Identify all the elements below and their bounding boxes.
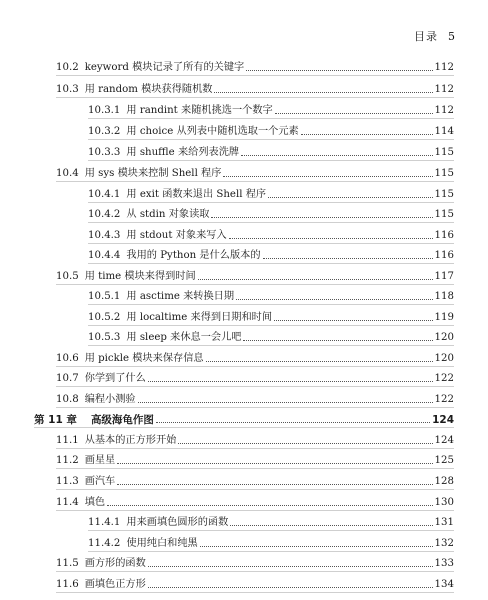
dot-leader xyxy=(263,258,433,259)
toc-entry-label xyxy=(88,517,230,529)
toc-entry-number: 10.5.3 xyxy=(88,332,121,343)
toc-entry-title: 用 randint 来随机挑选一个数字 xyxy=(126,105,273,116)
toc-entry-title: 画填色正方形 xyxy=(84,579,146,590)
toc-entry-title: 用 sys 模块来控制 Shell 程序 xyxy=(84,168,222,179)
row-divider xyxy=(88,118,454,119)
toc-entry-label xyxy=(56,168,223,180)
toc-entry-page: 115 xyxy=(434,189,454,200)
toc-entry-number: 11.2 xyxy=(56,455,79,466)
toc-entry[interactable] xyxy=(56,162,454,180)
toc-entry[interactable] xyxy=(56,491,454,509)
toc-entry-number: 第 11 章 xyxy=(34,414,77,426)
toc-entry-label xyxy=(88,312,274,324)
toc-entry-title: 我用的 Python 是什么版本的 xyxy=(126,250,261,261)
toc-entry-page: 134 xyxy=(434,579,454,590)
toc-entry[interactable] xyxy=(56,552,454,570)
toc-entry-label xyxy=(88,147,241,159)
toc-entry-page: 115 xyxy=(434,147,454,158)
toc-entry[interactable] xyxy=(88,244,454,262)
dot-leader xyxy=(229,238,433,239)
toc-entry-number: 10.5.1 xyxy=(88,291,121,302)
toc-entry-label xyxy=(56,394,138,406)
row-divider xyxy=(56,97,454,98)
row-divider xyxy=(56,75,454,76)
toc-entry[interactable] xyxy=(88,511,454,529)
toc-entry-label xyxy=(56,455,117,467)
dot-leader xyxy=(301,134,433,135)
row-divider xyxy=(88,530,454,531)
toc-entry-number: 10.3.2 xyxy=(88,126,121,137)
toc-entry[interactable] xyxy=(56,265,454,283)
toc-entry-page: 112 xyxy=(434,62,454,73)
row-divider xyxy=(88,160,454,161)
dot-leader xyxy=(138,402,433,403)
dot-leader xyxy=(236,299,432,300)
toc-entry-number: 10.2 xyxy=(56,62,79,73)
toc-entry-page: 124 xyxy=(434,435,454,446)
dot-leader xyxy=(211,217,432,218)
toc-entry-title: 画星星 xyxy=(84,455,116,466)
toc-entry-title: 用 time 模块来得到时间 xyxy=(84,271,196,282)
toc-entry-label xyxy=(88,105,275,117)
toc-entry-page: 130 xyxy=(434,497,454,508)
toc-entry-page: 120 xyxy=(434,332,454,343)
toc-entry-number: 11.4 xyxy=(56,497,79,508)
toc-entry[interactable] xyxy=(56,573,454,591)
toc-entry-label xyxy=(56,476,117,488)
toc-entry-label xyxy=(88,538,200,550)
toc-entry-number: 11.4.2 xyxy=(88,538,121,549)
toc-entry-title: 用 asctime 来转换日期 xyxy=(126,291,235,302)
toc-entry-number: 10.5.2 xyxy=(88,312,121,323)
toc-entry-label xyxy=(56,435,178,447)
toc-entry-title: 从 stdin 对象读取 xyxy=(126,209,210,220)
toc-entry-page: 124 xyxy=(432,414,454,426)
dot-leader xyxy=(230,525,432,526)
dot-leader xyxy=(148,566,433,567)
row-divider xyxy=(88,222,454,223)
toc-entry-title: 使用纯白和纯黑 xyxy=(126,538,198,549)
toc-entry-title: 编程小测验 xyxy=(84,394,136,405)
toc-entry-title: 用 exit 函数来退出 Shell 程序 xyxy=(126,189,267,200)
toc-entry-page: 115 xyxy=(434,168,454,179)
toc-chapter-entry[interactable] xyxy=(34,408,454,426)
toc-entry-title: 用 random 模块获得随机数 xyxy=(84,84,213,95)
toc-entry[interactable] xyxy=(88,203,454,221)
dot-leader xyxy=(148,381,433,382)
dot-leader xyxy=(206,361,433,362)
toc-entry-page: 132 xyxy=(434,538,454,549)
toc-entry-title: 用 choice 从列表中随机选取一个元素 xyxy=(126,126,299,137)
toc-entry-number: 10.4.3 xyxy=(88,230,121,241)
toc-entry-page: 122 xyxy=(434,373,454,384)
toc-entry-number: 10.4.4 xyxy=(88,250,121,261)
dot-leader xyxy=(148,587,433,588)
row-divider xyxy=(56,468,454,469)
dot-leader xyxy=(214,92,432,93)
toc-entry-number: 10.7 xyxy=(56,373,79,384)
toc-entry-page: 120 xyxy=(434,353,454,364)
toc-entry-page: 133 xyxy=(434,558,454,569)
toc-entry-title: 从基本的正方形开始 xyxy=(84,435,177,446)
toc-entry-label xyxy=(56,62,246,74)
row-divider xyxy=(56,592,454,593)
toc-entry-label xyxy=(88,250,263,262)
toc-entry-label xyxy=(88,126,301,138)
toc-entry-number: 10.3.1 xyxy=(88,105,121,116)
toc-entry-number: 10.3.3 xyxy=(88,147,121,158)
toc-entry-page: 119 xyxy=(434,312,454,323)
dot-leader xyxy=(243,340,432,341)
dot-leader xyxy=(275,113,433,114)
toc-entry[interactable] xyxy=(56,347,454,365)
toc-entry-label xyxy=(34,414,156,426)
header-page-number: 5 xyxy=(448,30,456,43)
toc-entry-page: 131 xyxy=(434,517,454,528)
row-divider xyxy=(34,427,454,428)
row-divider xyxy=(56,181,454,182)
toc-entry[interactable] xyxy=(88,224,454,242)
toc-entry[interactable] xyxy=(88,532,454,550)
dot-leader xyxy=(241,155,432,156)
toc-entry-number: 10.6 xyxy=(56,353,79,364)
row-divider xyxy=(56,386,454,387)
toc-entry-title: 你学到了什么 xyxy=(84,373,146,384)
toc-entry[interactable] xyxy=(56,367,454,385)
dot-leader xyxy=(246,70,432,71)
toc-entry-label xyxy=(88,291,236,303)
dot-leader xyxy=(200,546,433,547)
toc-entry-title: 高级海龟作图 xyxy=(90,414,154,426)
dot-leader xyxy=(117,484,432,485)
toc-entry-title: keyword 模块记录了所有的关键字 xyxy=(84,62,245,73)
toc-entry-number: 10.4.2 xyxy=(88,209,121,220)
dot-leader xyxy=(198,279,433,280)
toc-entry-number: 10.5 xyxy=(56,271,79,282)
toc-entry[interactable] xyxy=(88,99,454,117)
toc-entry-title: 用 pickle 模块来保存信息 xyxy=(84,353,204,364)
toc-entry-number: 11.5 xyxy=(56,558,79,569)
dot-leader xyxy=(107,505,432,506)
toc-entry-label xyxy=(56,373,148,385)
toc-entry[interactable] xyxy=(56,449,454,467)
dot-leader xyxy=(274,320,433,321)
toc-entry-label xyxy=(56,558,148,570)
toc-entry-number: 11.4.1 xyxy=(88,517,121,528)
row-divider xyxy=(88,304,454,305)
toc-entry-title: 用来画填色圆形的函数 xyxy=(126,517,229,528)
toc-entry[interactable] xyxy=(88,120,454,138)
toc-entry[interactable] xyxy=(56,56,454,74)
row-divider xyxy=(56,489,454,490)
toc-entry-label xyxy=(88,209,211,221)
toc-entry-page: 128 xyxy=(434,476,454,487)
toc-entry-page: 122 xyxy=(434,394,454,405)
toc-entry-number: 11.1 xyxy=(56,435,79,446)
toc-entry[interactable] xyxy=(88,141,454,159)
toc-entry[interactable] xyxy=(88,306,454,324)
toc-entry-label xyxy=(56,497,107,509)
row-divider xyxy=(88,139,454,140)
toc-entry-page: 117 xyxy=(434,271,454,282)
toc-entry[interactable] xyxy=(56,429,454,447)
toc-entry-title: 用 sleep 来休息一会儿吧 xyxy=(126,332,242,343)
toc-entry-page: 114 xyxy=(434,126,454,137)
toc-entry-label xyxy=(56,353,206,365)
toc-entry-page: 112 xyxy=(434,84,454,95)
row-divider xyxy=(56,571,454,572)
toc-entry[interactable] xyxy=(88,326,454,344)
row-divider xyxy=(88,263,454,264)
page-header xyxy=(414,28,456,44)
toc-entry-page: 116 xyxy=(434,230,454,241)
dot-leader xyxy=(178,443,432,444)
toc-entry[interactable] xyxy=(56,78,454,96)
toc-entry-number: 11.6 xyxy=(56,579,79,590)
toc-entry-label xyxy=(56,271,198,283)
toc-entry[interactable] xyxy=(88,285,454,303)
toc-entry-label xyxy=(88,230,229,242)
dot-leader xyxy=(223,176,432,177)
toc-entry-title: 画方形的函数 xyxy=(84,558,146,569)
toc-entry[interactable] xyxy=(56,388,454,406)
toc-entry-page: 125 xyxy=(434,455,454,466)
toc-entry-title: 用 stdout 对象来写入 xyxy=(126,230,227,241)
toc-entry-label xyxy=(56,84,214,96)
toc-entry-title: 画汽车 xyxy=(84,476,116,487)
toc-entry-title: 填色 xyxy=(84,497,106,508)
toc-entry-page: 115 xyxy=(434,209,454,220)
toc-entry-page: 112 xyxy=(434,105,454,116)
toc-entry[interactable] xyxy=(88,183,454,201)
toc-entry-number: 10.8 xyxy=(56,394,79,405)
toc-entry-title: 用 shuffle 来给列表洗牌 xyxy=(126,147,240,158)
header-title: 目录 xyxy=(414,30,438,43)
toc-entry-number: 11.3 xyxy=(56,476,79,487)
toc-entry-label xyxy=(56,579,148,591)
toc-entry[interactable] xyxy=(56,470,454,488)
toc-entry-label xyxy=(88,332,243,344)
toc-entry-number: 10.4.1 xyxy=(88,189,121,200)
toc-entry-number: 10.4 xyxy=(56,168,79,179)
toc-entry-title: 用 localtime 来得到日期和时间 xyxy=(126,312,273,323)
toc-entry-page: 116 xyxy=(434,250,454,261)
toc-entry-page: 118 xyxy=(434,291,454,302)
dot-leader xyxy=(117,463,432,464)
toc-entry-number: 10.3 xyxy=(56,84,79,95)
row-divider xyxy=(88,345,454,346)
toc-entry-label xyxy=(88,189,268,201)
dot-leader xyxy=(156,422,430,423)
dot-leader xyxy=(268,197,432,198)
